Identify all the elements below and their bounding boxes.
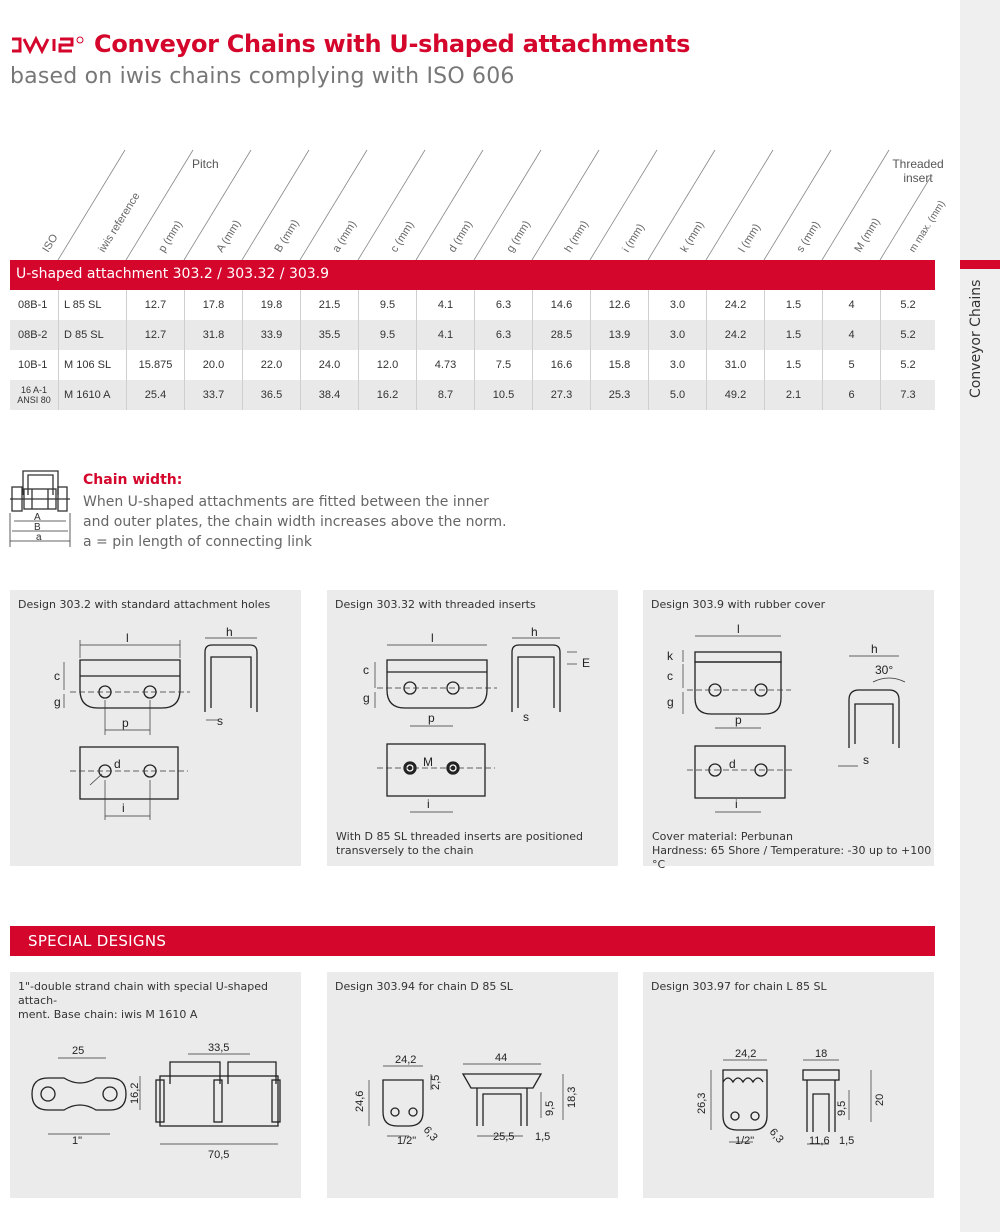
- svg-text:l: l: [431, 631, 434, 645]
- col-a: a (mm): [330, 218, 360, 255]
- svg-text:18: 18: [815, 1048, 828, 1060]
- cell-value: 9.5: [358, 320, 416, 350]
- col-g: g (mm): [504, 218, 534, 255]
- svg-text:6,3: 6,3: [766, 1126, 786, 1146]
- cell-value: 7.5: [474, 350, 532, 380]
- cell-value: 2.1: [764, 380, 822, 410]
- table-header: [10, 145, 948, 260]
- cell-value: 17.8: [184, 290, 242, 320]
- svg-text:s: s: [217, 714, 223, 728]
- cell-iso: [10, 380, 58, 410]
- threaded-insert-group-label: [884, 157, 952, 185]
- cell-value: 4.1: [416, 290, 474, 320]
- cell-value: 22.0: [242, 350, 300, 380]
- col-m-max: m max. (mm): [907, 198, 948, 255]
- cell-value: 31.8: [184, 320, 242, 350]
- svg-text:i: i: [122, 801, 125, 815]
- chain-width-line3: a = pin length of connecting link: [83, 534, 312, 550]
- cell-value: 16.2: [358, 380, 416, 410]
- design-panel-303-2: [10, 590, 301, 866]
- cell-value: 5.2: [880, 320, 935, 350]
- chain-width-text: [83, 492, 507, 552]
- svg-text:26,3: 26,3: [696, 1092, 708, 1114]
- cell-value: 8.7: [416, 380, 474, 410]
- svg-text:g: g: [363, 691, 370, 705]
- svg-text:44: 44: [495, 1052, 508, 1064]
- svg-text:24,6: 24,6: [354, 1090, 366, 1112]
- chain-width-line1: When U-shaped attachments are fitted between the inner: [83, 494, 489, 510]
- threaded-insert-line1: Threaded: [892, 157, 944, 171]
- svg-text:p: p: [122, 716, 129, 730]
- svg-text:25,5: 25,5: [493, 1131, 515, 1143]
- svg-text:p: p: [735, 713, 742, 727]
- special-designs-title: SPECIAL DESIGNS: [28, 932, 167, 950]
- svg-text:a: a: [36, 532, 42, 543]
- special-panel-303-94: [327, 972, 618, 1198]
- cell-value: 25.4: [126, 380, 184, 410]
- cell-value: 1.5: [764, 320, 822, 350]
- cell-value: 6: [822, 380, 880, 410]
- svg-text:h: h: [871, 642, 878, 656]
- svg-text:70,5: 70,5: [208, 1149, 230, 1161]
- col-M: M (mm): [852, 216, 883, 255]
- cell-value: 24.0: [300, 350, 358, 380]
- svg-text:E: E: [582, 656, 591, 670]
- cell-iso: 10B-1: [18, 359, 48, 371]
- chain-width-line2: and outer plates, the chain width increases above the norm.: [83, 514, 507, 530]
- cell-value: 33.9: [242, 320, 300, 350]
- special-title-line1: 1"-double strand chain with special U-shaped attach-: [18, 980, 268, 1007]
- pitch-group-label: Pitch: [192, 157, 219, 171]
- design-panel-303-9: [643, 590, 934, 871]
- cell-value: 5.0: [648, 380, 706, 410]
- svg-text:c: c: [667, 669, 673, 683]
- design-303-9-drawing: [643, 590, 934, 866]
- svg-text:d: d: [114, 757, 121, 771]
- svg-text:18,3: 18,3: [566, 1086, 578, 1108]
- svg-text:6,3: 6,3: [420, 1124, 440, 1144]
- svg-text:c: c: [54, 669, 60, 683]
- cell-value: 27.3: [532, 380, 590, 410]
- svg-text:i: i: [427, 797, 430, 811]
- svg-text:IWIS: IWIS: [10, 36, 13, 37]
- svg-text:20: 20: [874, 1093, 886, 1106]
- special-panel-303-97: [643, 972, 934, 1198]
- chain-width-title: Chain width:: [83, 472, 183, 488]
- cell-value: 1.5: [764, 350, 822, 380]
- col-h: h (mm): [562, 218, 592, 255]
- svg-text:33,5: 33,5: [208, 1042, 230, 1054]
- svg-text:i: i: [735, 797, 738, 811]
- svg-text:1": 1": [72, 1135, 83, 1147]
- table-row: [10, 320, 935, 350]
- cell-value: 6.3: [474, 290, 532, 320]
- side-tab: [960, 0, 1000, 1232]
- cell-value: 3.0: [648, 290, 706, 320]
- svg-text:16,2: 16,2: [129, 1082, 141, 1104]
- cell-value: 4: [822, 320, 880, 350]
- svg-text:c: c: [363, 663, 369, 677]
- cell-value: 36.5: [242, 380, 300, 410]
- design-note-line2: transversely to the chain: [336, 844, 474, 857]
- cell-iso-line2: ANSI 80: [17, 395, 51, 405]
- special-title: Design 303.97 for chain L 85 SL: [651, 980, 827, 993]
- svg-text:24,2: 24,2: [395, 1054, 417, 1066]
- table-row: [10, 350, 935, 380]
- cell-ref: L 85 SL: [58, 290, 126, 320]
- cell-value: 4.1: [416, 320, 474, 350]
- svg-text:2,5: 2,5: [430, 1074, 442, 1090]
- svg-text:g: g: [54, 695, 61, 709]
- design-303-32-drawing: [327, 590, 618, 866]
- svg-text:1,5: 1,5: [535, 1131, 551, 1143]
- col-A: A (mm): [214, 218, 244, 255]
- side-tab-label: Conveyor Chains: [968, 279, 984, 398]
- iwis-logo: [10, 36, 90, 54]
- svg-text:B: B: [34, 522, 41, 533]
- cell-value: 12.0: [358, 350, 416, 380]
- col-i: i (mm): [620, 221, 648, 255]
- design-title: Design 303.32 with threaded inserts: [335, 598, 536, 611]
- cell-value: 10.5: [474, 380, 532, 410]
- cell-value: 24.2: [706, 320, 764, 350]
- cell-value: 12.6: [590, 290, 648, 320]
- cell-value: 25.3: [590, 380, 648, 410]
- svg-text:l: l: [737, 622, 740, 636]
- cell-value: 5.2: [880, 350, 935, 380]
- svg-text:30°: 30°: [875, 663, 894, 677]
- cell-value: 13.9: [590, 320, 648, 350]
- svg-text:l: l: [126, 631, 129, 645]
- design-note-line1: With D 85 SL threaded inserts are positioned: [336, 830, 584, 843]
- cell-value: 5: [822, 350, 880, 380]
- special-title-line2: ment. Base chain: iwis M 1610 A: [18, 1008, 198, 1021]
- table-row: [10, 380, 935, 410]
- cell-ref: M 106 SL: [58, 350, 126, 380]
- table-row: [10, 290, 935, 320]
- svg-text:s: s: [523, 710, 529, 724]
- cell-value: 24.2: [706, 290, 764, 320]
- cell-ref: D 85 SL: [58, 320, 126, 350]
- cell-value: 21.5: [300, 290, 358, 320]
- svg-text:1,5: 1,5: [839, 1135, 855, 1147]
- svg-text:24,2: 24,2: [735, 1048, 757, 1060]
- design-note-line2: Hardness: 65 Shore / Temperature: -30 up to +100 °C: [652, 844, 932, 871]
- design-title: Design 303.9 with rubber cover: [651, 598, 826, 611]
- cell-value: 35.5: [300, 320, 358, 350]
- page-subtitle: based on iwis chains complying with ISO 606: [10, 64, 515, 89]
- table-section-label: U-shaped attachment 303.2 / 303.32 / 303.9: [16, 266, 330, 282]
- special-panel-double-strand: [10, 972, 301, 1198]
- svg-text:M: M: [423, 755, 433, 769]
- special-title: Design 303.94 for chain D 85 SL: [335, 980, 513, 993]
- design-panel-303-32: [327, 590, 618, 866]
- cell-value: 28.5: [532, 320, 590, 350]
- cell-value: 49.2: [706, 380, 764, 410]
- svg-text:h: h: [226, 625, 233, 639]
- cell-value: 5.2: [880, 290, 935, 320]
- cell-value: 16.6: [532, 350, 590, 380]
- svg-text:9,5: 9,5: [836, 1100, 848, 1116]
- col-s: s (mm): [794, 219, 823, 255]
- cell-ref: M 1610 A: [58, 380, 126, 410]
- special-double-strand-drawing: [10, 972, 301, 1198]
- cell-value: 33.7: [184, 380, 242, 410]
- cell-value: 3.0: [648, 350, 706, 380]
- design-note-line1: Cover material: Perbunan: [652, 830, 793, 843]
- svg-text:1/2": 1/2": [397, 1135, 417, 1147]
- design-303-2-drawing: [10, 590, 301, 866]
- threaded-insert-line2: insert: [903, 171, 933, 185]
- svg-text:g: g: [667, 695, 674, 709]
- col-p: p (mm): [156, 218, 186, 255]
- special-303-97-drawing: [643, 972, 934, 1198]
- svg-text:p: p: [428, 711, 435, 725]
- cell-value: 4: [822, 290, 880, 320]
- col-B: B (mm): [272, 217, 302, 255]
- cell-value: 15.8: [590, 350, 648, 380]
- cell-value: 20.0: [184, 350, 242, 380]
- svg-text:A: A: [34, 512, 41, 523]
- chain-width-figure: [8, 465, 73, 555]
- svg-text:d: d: [729, 757, 736, 771]
- page-title: Conveyor Chains with U-shaped attachments: [94, 30, 691, 58]
- svg-text:11,6: 11,6: [809, 1135, 830, 1147]
- cell-iso: 08B-1: [18, 299, 48, 311]
- svg-text:k: k: [667, 649, 673, 663]
- cell-value: 1.5: [764, 290, 822, 320]
- svg-text:9,5: 9,5: [544, 1100, 556, 1116]
- col-iso: ISO: [40, 232, 61, 255]
- svg-text:s: s: [863, 753, 869, 767]
- cell-iso-line1: 16 A-1: [20, 385, 48, 395]
- svg-text:1/2": 1/2": [735, 1135, 755, 1147]
- cell-value: 4.73: [416, 350, 474, 380]
- cell-value: 31.0: [706, 350, 764, 380]
- svg-text:25: 25: [72, 1045, 85, 1057]
- side-tab-accent: [960, 260, 1000, 269]
- col-d: d (mm): [446, 218, 476, 255]
- svg-text:h: h: [531, 625, 538, 639]
- cell-value: 38.4: [300, 380, 358, 410]
- cell-value: 3.0: [648, 320, 706, 350]
- cell-value: 19.8: [242, 290, 300, 320]
- cell-value: 12.7: [126, 320, 184, 350]
- col-c: c (mm): [388, 219, 417, 255]
- cell-value: 15.875: [126, 350, 184, 380]
- col-ref: iwis reference: [96, 190, 143, 255]
- cell-value: 7.3: [880, 380, 935, 410]
- cell-value: 12.7: [126, 290, 184, 320]
- cell-value: 6.3: [474, 320, 532, 350]
- col-k: k (mm): [678, 219, 707, 255]
- cell-value: 14.6: [532, 290, 590, 320]
- cell-value: 9.5: [358, 290, 416, 320]
- design-title: Design 303.2 with standard attachment holes: [18, 598, 271, 611]
- special-303-94-drawing: [327, 972, 618, 1198]
- col-l: l (mm): [736, 221, 764, 255]
- cell-iso: 08B-2: [18, 329, 48, 341]
